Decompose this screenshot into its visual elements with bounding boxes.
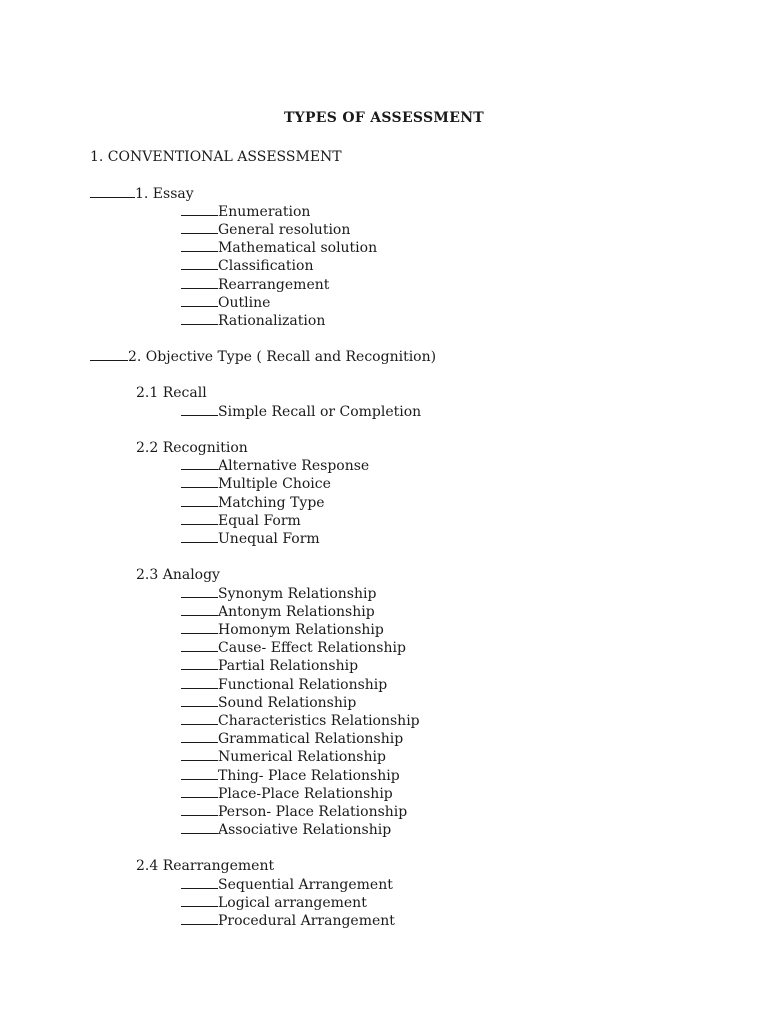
objective-label: 2. Objective Type ( Recall and Recognition) xyxy=(128,349,437,365)
answer-blank[interactable] xyxy=(181,821,218,834)
answer-blank[interactable] xyxy=(181,221,218,234)
analogy-item xyxy=(181,676,387,694)
essay-item xyxy=(181,276,329,294)
page-title: TYPES OF ASSESSMENT xyxy=(283,110,485,126)
analogy-item xyxy=(181,639,406,657)
subsection-heading: 2.1 Recall xyxy=(136,385,207,401)
item-label: Simple Recall or Completion xyxy=(218,404,422,420)
analogy-item xyxy=(181,603,375,621)
item-label: Sound Relationship xyxy=(218,695,357,711)
item-label: Grammatical Relationship xyxy=(218,731,404,747)
answer-blank[interactable] xyxy=(181,676,218,689)
answer-blank[interactable] xyxy=(181,621,218,634)
analogy-item xyxy=(181,585,376,603)
item-label: Associative Relationship xyxy=(218,822,392,838)
answer-blank[interactable] xyxy=(181,403,218,416)
analogy-item xyxy=(181,730,403,748)
essay-row xyxy=(90,185,194,203)
item-label: Antonym Relationship xyxy=(218,604,375,620)
item-label: General resolution xyxy=(218,222,351,238)
rearrangement-item xyxy=(181,912,395,930)
answer-blank[interactable] xyxy=(181,203,218,216)
answer-blank[interactable] xyxy=(181,276,218,289)
recognition-item xyxy=(181,475,331,493)
analogy-item xyxy=(181,821,391,839)
item-label: Classification xyxy=(218,258,314,274)
answer-blank[interactable] xyxy=(181,803,218,816)
analogy-item xyxy=(181,767,400,785)
item-label: Homonym Relationship xyxy=(218,622,384,638)
answer-blank[interactable] xyxy=(90,348,128,361)
item-label: Rationalization xyxy=(218,313,326,329)
essay-item xyxy=(181,312,325,330)
recall-item xyxy=(181,403,421,421)
answer-blank[interactable] xyxy=(181,494,218,507)
item-label: Matching Type xyxy=(218,495,325,511)
objective-row xyxy=(90,348,436,366)
item-label: Rearrangement xyxy=(218,277,330,293)
item-label: Equal Form xyxy=(218,513,301,529)
answer-blank[interactable] xyxy=(181,239,218,252)
item-label: Alternative Response xyxy=(218,458,370,474)
answer-blank[interactable] xyxy=(90,185,135,198)
answer-blank[interactable] xyxy=(181,530,218,543)
essay-item xyxy=(181,294,270,312)
item-label: Outline xyxy=(218,295,271,311)
subsection-heading: 2.2 Recognition xyxy=(136,440,248,456)
item-label: Synonym Relationship xyxy=(218,586,377,602)
answer-blank[interactable] xyxy=(181,585,218,598)
answer-blank[interactable] xyxy=(181,748,218,761)
recognition-item xyxy=(181,512,301,530)
analogy-item xyxy=(181,803,407,821)
answer-blank[interactable] xyxy=(181,912,218,925)
analogy-item xyxy=(181,785,393,803)
item-label: Mathematical solution xyxy=(218,240,378,256)
essay-item xyxy=(181,221,350,239)
answer-blank[interactable] xyxy=(181,603,218,616)
answer-blank[interactable] xyxy=(181,257,218,270)
rearrangement-item xyxy=(181,876,393,894)
answer-blank[interactable] xyxy=(181,894,218,907)
answer-blank[interactable] xyxy=(181,657,218,670)
answer-blank[interactable] xyxy=(181,876,218,889)
item-label: Logical arrangement xyxy=(218,895,367,911)
subsection-heading: 2.3 Analogy xyxy=(136,567,220,583)
item-label: Partial Relationship xyxy=(218,658,359,674)
analogy-item xyxy=(181,694,356,712)
answer-blank[interactable] xyxy=(181,767,218,780)
item-label: Enumeration xyxy=(218,204,311,220)
answer-blank[interactable] xyxy=(181,512,218,525)
item-label: Thing- Place Relationship xyxy=(218,768,400,784)
rearrangement-item xyxy=(181,894,367,912)
analogy-item xyxy=(181,657,358,675)
essay-item xyxy=(181,257,313,275)
answer-blank[interactable] xyxy=(181,312,218,325)
item-label: Unequal Form xyxy=(218,531,320,547)
analogy-item xyxy=(181,712,420,730)
item-label: Sequential Arrangement xyxy=(218,877,393,893)
answer-blank[interactable] xyxy=(181,457,218,470)
analogy-item xyxy=(181,621,384,639)
essay-label: 1. Essay xyxy=(135,186,194,202)
recognition-item xyxy=(181,530,320,548)
recognition-item xyxy=(181,457,369,475)
essay-item xyxy=(181,203,310,221)
recognition-item xyxy=(181,494,325,512)
subsection-heading: 2.4 Rearrangement xyxy=(136,858,275,874)
item-label: Person- Place Relationship xyxy=(218,804,408,820)
essay-item xyxy=(181,239,377,257)
item-label: Procedural Arrangement xyxy=(218,913,395,929)
item-label: Numerical Relationship xyxy=(218,749,386,765)
answer-blank[interactable] xyxy=(181,694,218,707)
answer-blank[interactable] xyxy=(181,294,218,307)
analogy-item xyxy=(181,748,386,766)
item-label: Cause- Effect Relationship xyxy=(218,640,406,656)
item-label: Functional Relationship xyxy=(218,677,388,693)
section-heading: 1. CONVENTIONAL ASSESSMENT xyxy=(90,149,342,165)
item-label: Multiple Choice xyxy=(218,476,331,492)
item-label: Characteristics Relationship xyxy=(218,713,420,729)
item-label: Place-Place Relationship xyxy=(218,786,393,802)
answer-blank[interactable] xyxy=(181,785,218,798)
answer-blank[interactable] xyxy=(181,639,218,652)
answer-blank[interactable] xyxy=(181,475,218,488)
answer-blank[interactable] xyxy=(181,712,218,725)
answer-blank[interactable] xyxy=(181,730,218,743)
